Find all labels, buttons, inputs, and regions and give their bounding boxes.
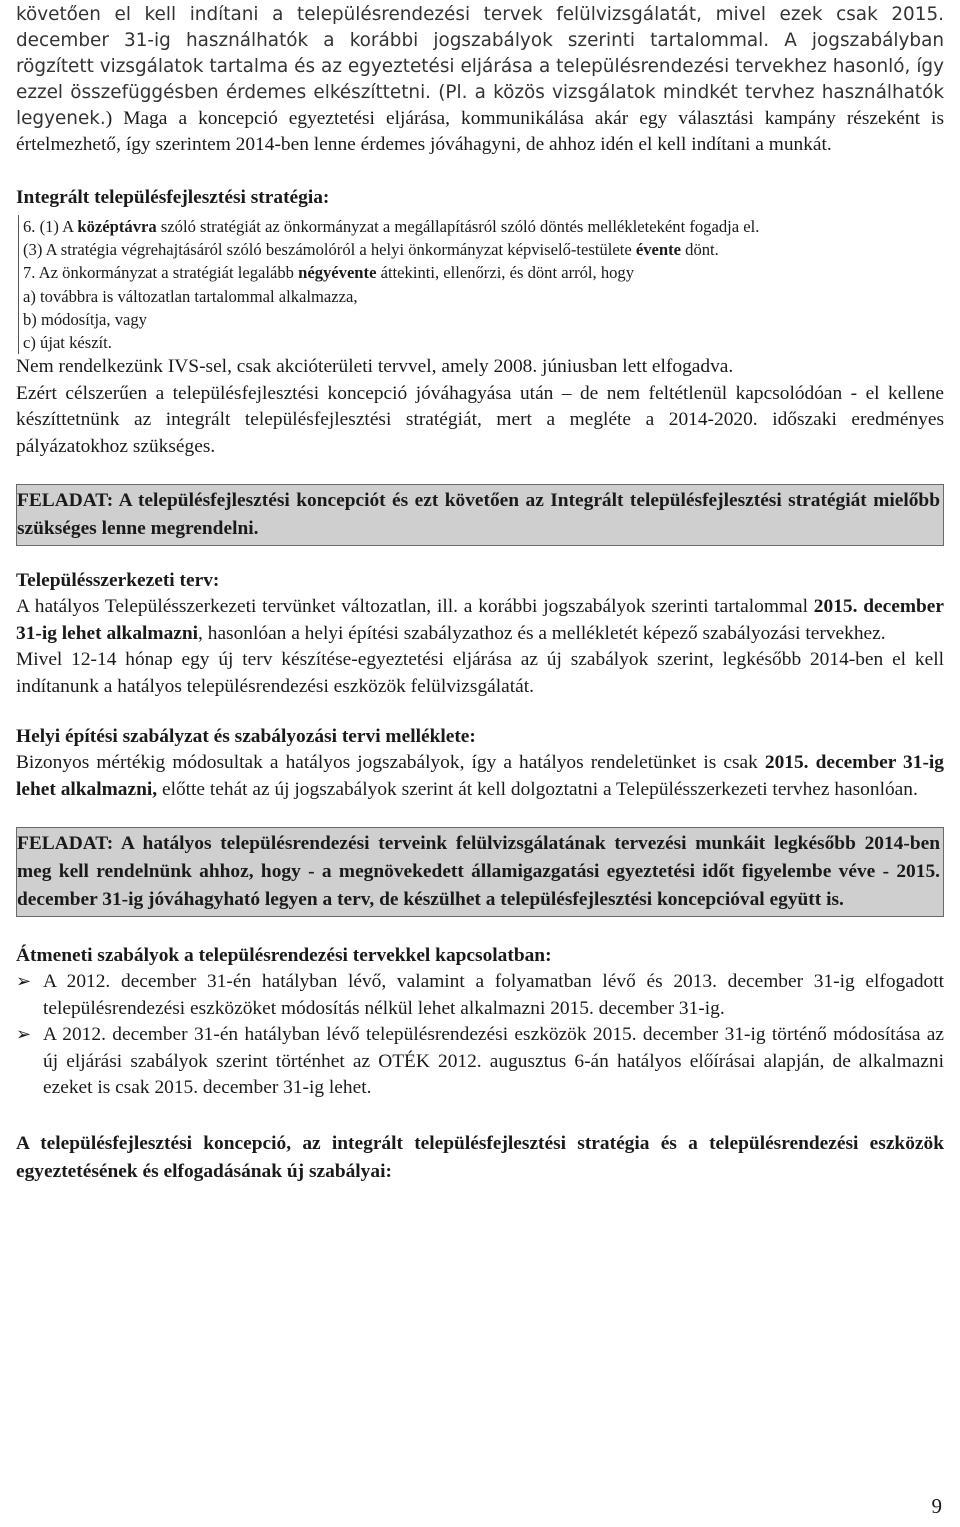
document-page [16, 0, 944, 1186]
paragraph-number: 7. [23, 263, 36, 283]
final-heading: A településfejlesztési koncepció, az integrált településfejlesztési stratégia és a településrendezési eszközök egyeztetésének és elfogadásának új szabályai: [16, 1132, 944, 1182]
quote-text: (3) A stratégia végrehajtásáról szóló beszámolóról a helyi önkormányzat képviselő-testülete [23, 240, 636, 260]
bold-text: 2015. december 31-ig lehet alkalmazni, [16, 752, 944, 800]
local-rules-paragraph [16, 750, 944, 803]
body-text: előtte tehát az új jogszabályok szerint át kell dolgoztatni a Településszerkezeti tervhez hasonlóan. [157, 778, 918, 800]
body-text: Bizonyos mértékig módosultak a hatályos jogszabályok, így a hatályos rendeletünket is csak [16, 752, 765, 774]
arrowhead-bullet-icon: ➢ [16, 971, 32, 993]
task-box-2-text: FELADAT: A hatályos településrendezési terveink felülvizsgálatának tervezési munkáit legkésőbb 2014-ben meg kell rendelnünk ahhoz, hogy - a megnövekedett államigazgatási egyeztetési időt figyelembe véve - 2015. december 31-ig jóváhagyható legyen a terv, de készülhet a településfejlesztési koncepcióval együtt is. [17, 833, 940, 911]
structure-plan-heading: Településszerkezeti terv: [16, 570, 220, 592]
strategy-heading: Integrált településfejlesztési stratégia: [16, 187, 330, 208]
body-text: , hasonlóan a helyi építési szabályzathoz és a mellékletét képező szabályozási tervekhez. [198, 622, 886, 644]
structure-plan-paragraph-2: Mivel 12-14 hónap egy új terv készítése-egyeztetési eljárása az új szabályok szerint, legkésőbb 2014-ben el kell indítanunk a hatályos településrendezési eszközök felülvizsgálatát. [16, 649, 944, 697]
intro-text-part1: követően el kell indítani a településrendezési tervek felülvizsgálatát, mivel ezek csak 2015. december 31-ig használhatók a korábbi jogszabályok szerinti tartalommal. A jogszabályban rögzített vizsgálatok tartalma és az egyeztetési eljárása a településrendezési tervekhez hasonló, így ezzel összefüggésben érdemes elkészíttetni. (Pl. a közös vizsgálatok mindkét tervhez használhatók legyenek. [16, 4, 944, 129]
quote-item-a: a) továbbra is változatlan tartalommal alkalmazza, [23, 286, 358, 306]
page-number: 9 [931, 1494, 942, 1518]
list-item-text: A 2012. december 31-én hatályban lévő településrendezési eszközök 2015. december 31-ig történő módosítása az új eljárási szabályok szerint történhet az OTÉK 2012. augusztus 6-án hatályos előírásai alapján, de alkalmazni ezeket is csak 2015. december 31-ig lehet. [43, 1024, 944, 1099]
quote-paragraph-7 [23, 261, 944, 284]
paragraph-number: 6. [23, 217, 36, 236]
list-item-text: A 2012. december 31-én hatályban lévő, valamint a folyamatban lévő és 2013. december 31-ig elfogadott településrendezési eszközöket módosítás nélkül lehet alkalmazni 2015. december 31-ig. [43, 971, 944, 1019]
quote-text: szóló stratégiát az önkormányzat a megállapításról szóló döntés mellékleteként fogadja el. [156, 217, 760, 236]
quote-paragraph-6 [23, 215, 944, 238]
quote-bold: középtávra [77, 217, 157, 236]
strategy-paragraph-2: Ezért célszerűen a településfejlesztési koncepció jóváhagyása után – de nem feltétlenül kapcsolódóan - el kellene készíttetnünk az integrált településfejlesztési stratégiát, mert a megléte a 2014-2020. időszaki eredményes pályázatokhoz szükséges. [16, 382, 944, 457]
bold-text: 2015. december 31-ig lehet alkalmazni [16, 596, 944, 644]
intro-text-part2: ) Maga a koncepció egyeztetési eljárása, kommunikálása akár egy választási kampány részeként is értelmezhető, így szerintem 2014-ben lenne érdemes jóváhagyni, de ahhoz idén el kell indítani a munkát. [16, 108, 944, 155]
quote-item-c: c) újat készít. [23, 333, 112, 353]
strategy-paragraph-1: Nem rendelkezünk IVS-sel, csak akcióterületi tervvel, amely 2008. júniusban lett elfogadva. [16, 356, 734, 378]
list-item [16, 1022, 944, 1102]
list-item [16, 969, 944, 1022]
quote-bold: négyévente [298, 263, 377, 283]
transitional-heading: Átmeneti szabályok a településrendezési tervekkel kapcsolatban: [16, 945, 552, 967]
structure-plan-paragraph-1 [16, 594, 944, 647]
body-text: A hatályos Településszerkezeti tervünket változatlan, ill. a korábbi jogszabályok szerinti tartalommal [16, 596, 814, 618]
task-box-1-text: FELADAT: A településfejlesztési koncepciót és ezt követően az Integrált településfejlesztési stratégiát mielőbb szükséges lenne megrendelni. [17, 490, 940, 540]
quote-paragraph-3 [23, 238, 944, 261]
task-box-2 [16, 827, 944, 917]
local-rules-heading: Helyi építési szabályzat és szabályozási tervi melléklete: [16, 726, 476, 748]
quote-text: áttekinti, ellenőrzi, és dönt arról, hogy [376, 263, 635, 283]
quote-item-b: b) módosítja, vagy [23, 309, 147, 329]
quote-bold: évente [635, 240, 681, 260]
transitional-list [16, 969, 944, 1102]
quote-text: Az önkormányzat a stratégiát legalább [35, 263, 299, 283]
quote-text: dönt. [681, 240, 719, 260]
task-box-1 [16, 484, 944, 546]
legal-quote [18, 215, 944, 354]
intro-paragraph [16, 0, 944, 158]
arrowhead-bullet-icon: ➢ [16, 1024, 32, 1046]
quote-text: (1) A [35, 217, 78, 236]
